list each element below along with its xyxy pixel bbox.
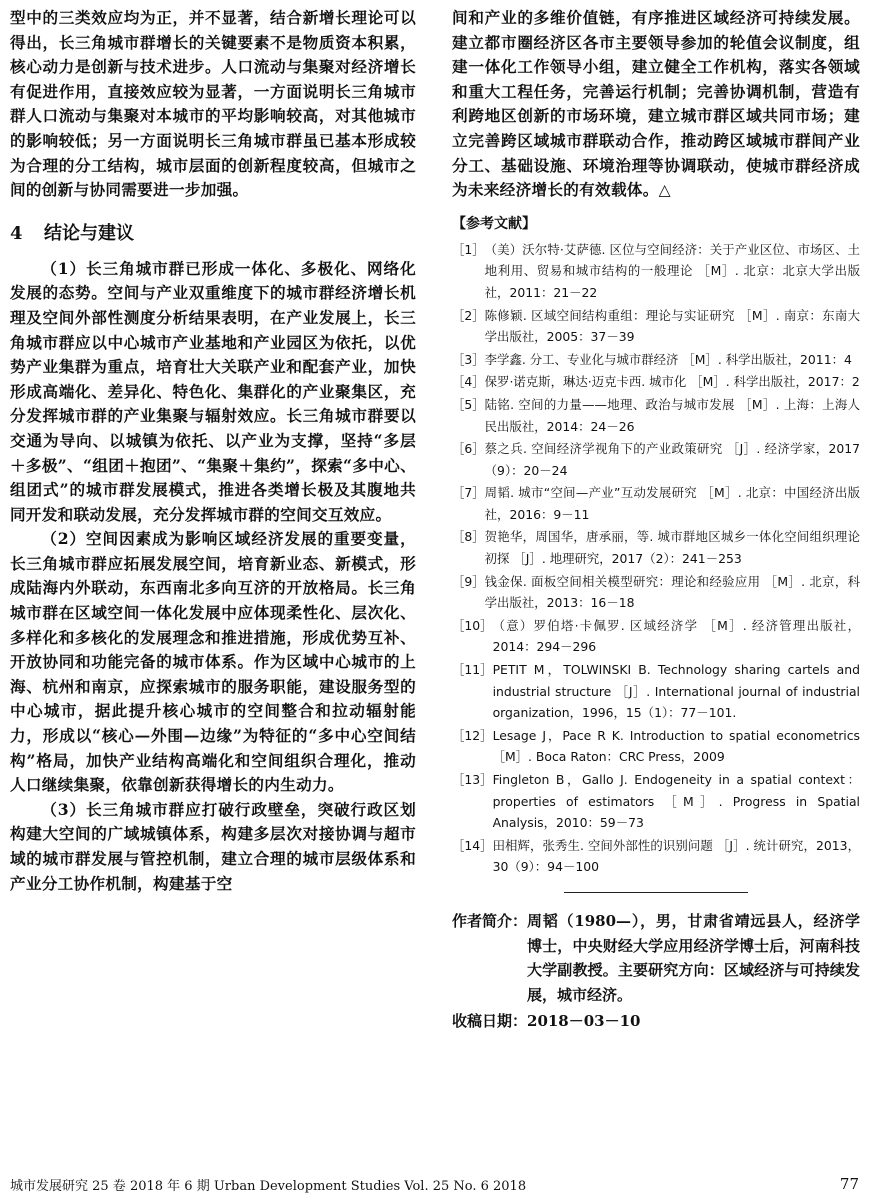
reference-number: ［13］ [452,772,493,787]
reference-text: 田相辉，张秀生. 空间外部性的识别问题 ［J］. 统计研究，2013，30（9）：94－100 [492,837,860,875]
page-footer [10,1175,859,1194]
reference-number: ［1］ [452,241,485,257]
reference-item [452,725,860,768]
received-date: 收稿日期：2018－03－10 [452,1012,641,1031]
reference-text: 钱金保. 面板空间相关模型研究：理论和经验应用 ［M］. 北京，科学出版社，2013：16－18 [484,573,860,611]
left-column [10,6,416,896]
reference-number: ［14］ [452,837,493,853]
reference-item [452,394,860,437]
reference-number: ［6］ [452,441,485,457]
reference-number: ［12］ [452,727,493,743]
conclusion-paragraph-1: （1）长三角城市群已形成一体化、多极化、网络化发展的态势。空间与产业双重维度下的城市群经济增长机理及空间外部性测度分析结果表明，在产业发展上，长三角城市群应以中心城市产业基地和产业园区为依托，以优势产业集群为重点，培育壮大关联产业和配套产业，加快形成高端化、差异化、特色化、集群化的产业聚集区，充分发挥城市群的产业集聚与辐射效应。长三角城市群要以交通为导向、以城镇为依托、以产业为支撑，坚持“多层＋多极”、“组团＋抱团”、“集聚＋集约”，探索“多中心、组团式”的城市群发展模式，推进各类增长极及其腹地共同开发和联动发展，充分发挥城市群的空间交互效应。 [10,258,416,524]
reference-text: 周韬. 城市“空间—产业”互动发展研究 ［M］. 北京：中国经济出版社，2016：9－11 [484,485,860,522]
reference-text: PETIT M，TOLWINSKI B. Technology sharing cartels and industrial structure ［J］. International journal of industrial organization，1996，15（1）：77－101. [492,662,860,721]
page-number: 77 [839,1175,859,1193]
conclusion-paragraph-3: （3）长三角城市群应打破行政壁垒，突破行政区划构建大空间的广域城镇体系，构建多层次对接协调与超市域的城市群发展与管控机制，建立合理的城市层级体系和产业分工协作机制，构建基于空 [10,799,416,893]
reference-text: Lesage J，Pace R K. Introduction to spatial econometrics ［M］. Boca Raton：CRC Press，2009 [492,727,860,765]
reference-number: ［10］ [452,617,493,633]
reference-number: ［7］ [452,485,485,501]
conclusion-paragraph-2: （2）空间因素成为影响区域经济发展的重要变量，长三角城市群应拓展发展空间，培育新业态、新模式，形成陆海内外联动，东西南北多向互济的开放格局。长三角城市群在区域空间一体化发展中应体现柔性化、层次化、多样化和多核化的发展理念和推进措施，形成优势互补、开放协同和功能完备的城市体系。作为区域中心城市的上海、杭州和南京，应探索城市的服务职能，建设服务型的中心城市，据此提升核心城市的空间整合和拉动辐射能力，形成以“核心—外围—边缘”为特征的“多中心空间结构”格局，加快产业结构高端化和空间组织合理化，推动人口继续集聚，依靠创新获得增长的内生动力。 [10,529,416,795]
reference-text: Fingleton B，Gallo J. Endogeneity in a spatial context：properties of estimators ［M］. Progress in Spatial Analysis，2010：59－73 [492,772,860,831]
reference-number: ［4］ [452,374,485,390]
reference-list [452,239,860,878]
reference-item [452,615,860,658]
references-heading: 【参考文献】 [452,215,536,232]
reference-text: 保罗·诺克斯，琳达·迈克卡西. 城市化 ［M］. 科学出版社，2017：2 [484,374,860,390]
reference-text: 蔡之兵. 空间经济学视角下的产业政策研究 ［J］. 经济学家，2017（9）：20－24 [484,441,860,478]
divider-rule [564,892,748,893]
reference-item [452,659,860,724]
reference-text: 李学鑫. 分工、专业化与城市群经济 ［M］. 科学出版社，2011：4 [484,351,852,367]
reference-number: ［11］ [452,662,493,678]
reference-item [452,482,860,525]
reference-item [452,305,860,348]
reference-item [452,438,860,481]
section-number: 4 [10,222,23,244]
intro-paragraph: 型中的三类效应均为正，并不显著，结合新增长理论可以得出，长三角城市群增长的关键要素不是物质资本积累，核心动力是创新与技术进步。人口流动与集聚对经济增长有促进作用，直接效应较为显著，一方面说明长三角城市群人口流动与集聚对本城市的平均影响较高，对其他城市的影响较低；另一方面说明长三角城市群虽已基本形成较为合理的分工结构，城市层面的创新程度较高，但城市之间的创新与协同需要进一步加强。 [10,8,416,200]
reference-text: 陈修颖. 区域空间结构重组：理论与实证研究 ［M］. 南京：东南大学出版社，2005：37－39 [484,307,860,345]
reference-item [452,835,860,878]
reference-text: （意）罗伯塔·卡佩罗. 区域经济学 ［M］. 经济管理出版社，2014：294－296 [492,617,860,655]
reference-text: 陆铭. 空间的力量——地理、政治与城市发展 ［M］. 上海：上海人民出版社，2014：24－26 [484,396,860,434]
reference-item [452,239,860,304]
reference-item [452,769,860,834]
reference-number: ［9］ [452,573,485,589]
reference-number: ［2］ [452,307,485,323]
author-bio-label: 作者简介： [452,911,528,930]
reference-item [452,349,860,371]
reference-number: ［8］ [452,529,485,545]
reference-number: ［5］ [452,396,485,412]
author-bio [452,909,860,1007]
journal-info: 城市发展研究 25 卷 2018 年 6 期 Urban Development Studies Vol. 25 No. 6 2018 [10,1179,527,1194]
reference-text: （美）沃尔特·艾萨德. 区位与空间经济：关于产业区位、市场区、土地利用、贸易和城市结构的一般理论 ［M］. 北京：北京大学出版社，2011：21－22 [484,241,860,300]
section-title: 结论与建议 [44,222,134,244]
reference-item [452,526,860,569]
right-column [452,6,860,1034]
author-bio-text: 周韬（1980—），男，甘肃省靖远县人，经济学博士，中央财经大学应用经济学博士后，河南科技大学副教授。主要研究方向：区域经济与可持续发展，城市经济。 [527,911,860,1004]
continued-paragraph: 间和产业的多维价值链，有序推进区域经济可持续发展。建立都市圈经济区各市主要领导参加的轮值会议制度，组建一体化工作领导小组，建立健全工作机构，落实各领域和重大工程任务，完善运行机制；完善协调机制，营造有利跨地区创新的市场环境，建立城市群区域共同市场；建立完善跨区域城市群联动合作，推动跨区域城市群间产业分工、基础设施、环境治理等协调联动，使城市群经济成为未来经济增长的有效载体。△ [452,8,860,200]
reference-number: ［3］ [452,351,485,367]
reference-item [452,371,860,393]
reference-item [452,571,860,614]
reference-text: 贺艳华，周国华，唐承丽，等. 城市群地区城乡一体化空间组织理论初探 ［J］. 地理研究，2017（2）：241－253 [484,529,860,567]
section-heading [10,219,416,245]
